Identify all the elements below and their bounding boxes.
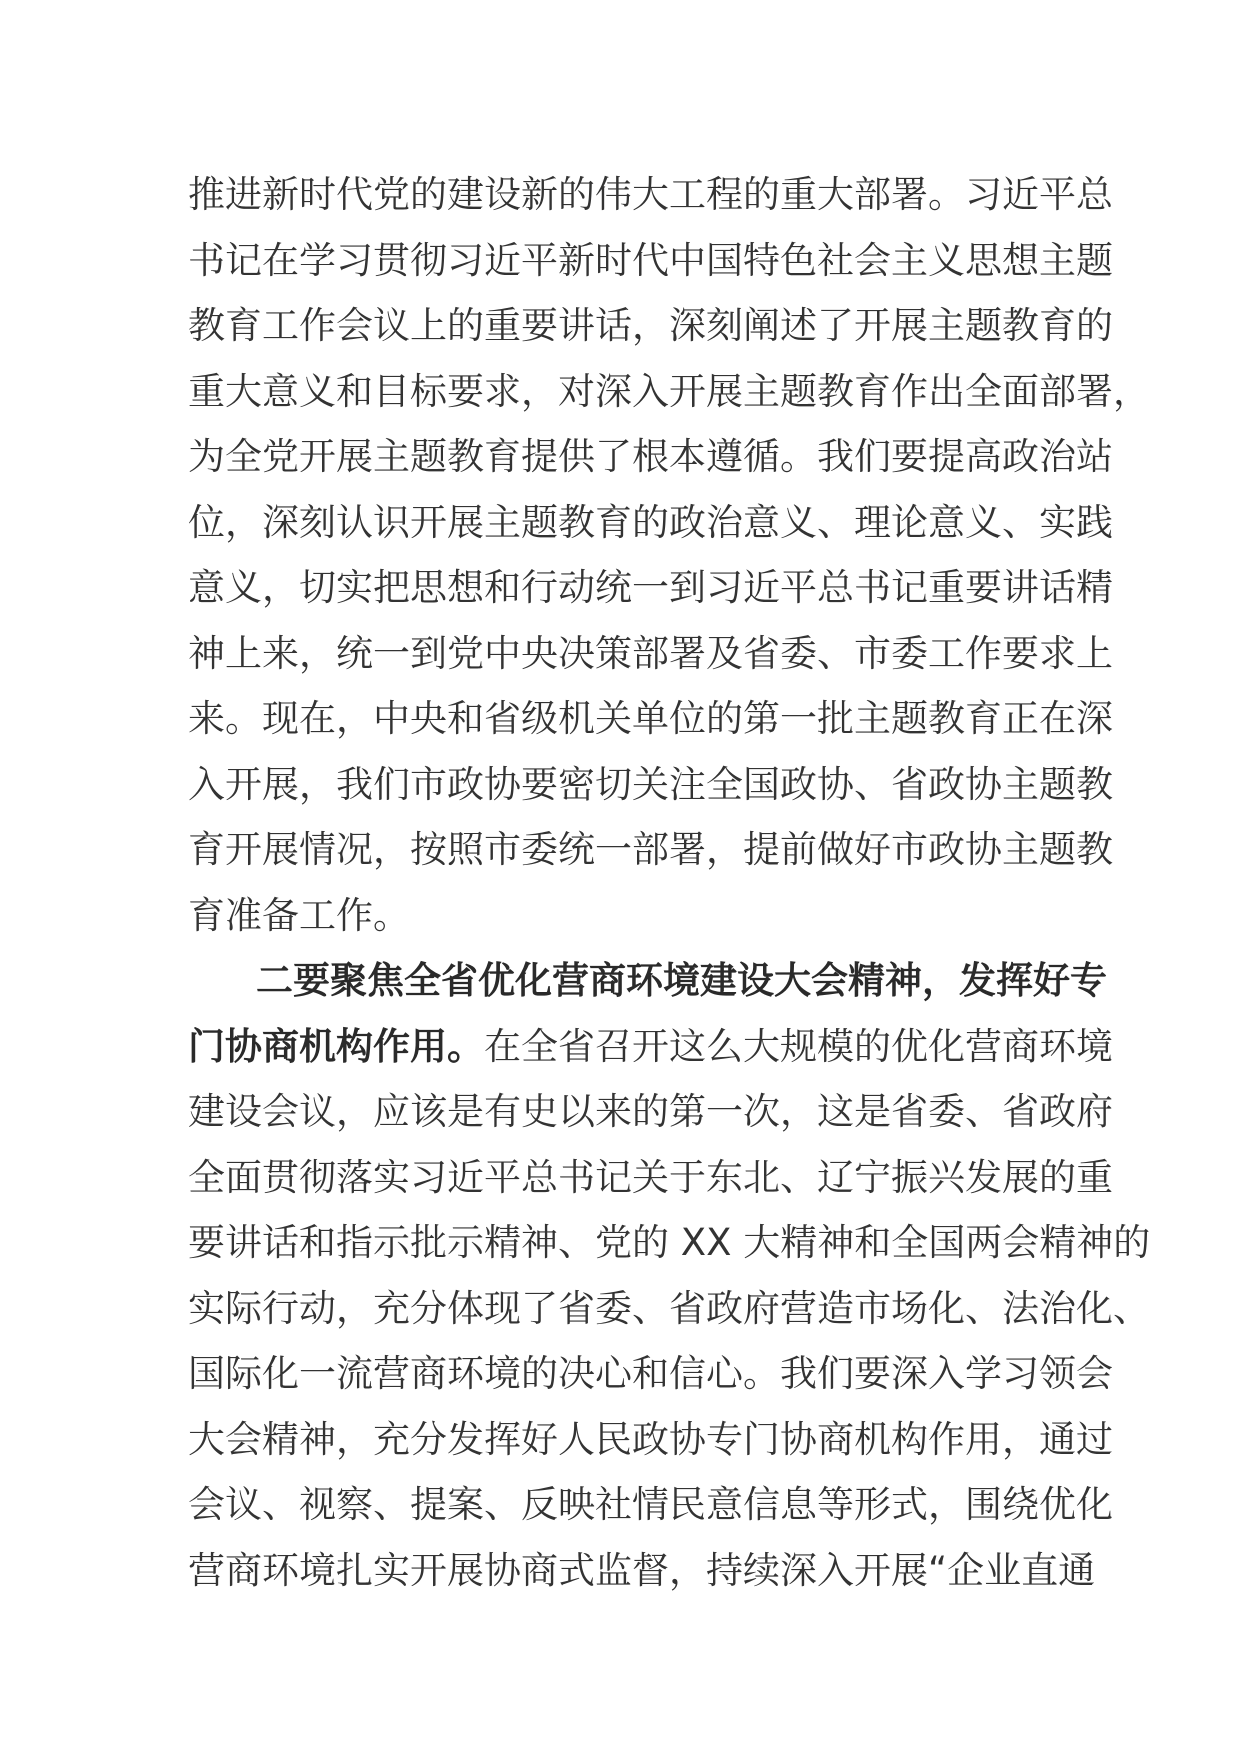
paragraph-line: 意义，切实把思想和行动统一到习近平总书记重要讲话精 <box>188 566 1113 609</box>
paragraph-line: 神上来，统一到党中央决策部署及省委、市委工作要求上 <box>188 631 1113 675</box>
paragraph-1 <box>188 162 1150 948</box>
paragraph-line: 书记在学习贯彻习近平新时代中国特色社会主义思想主题 <box>188 238 1113 282</box>
paragraph-text: 在全省召开这么大规模的优化营商环境 <box>484 1024 1113 1068</box>
paragraph-line: 推进新时代党的建设新的伟大工程的重大部署。习近平总 <box>188 173 1113 216</box>
paragraph-line: 来。现在，中央和省级机关单位的第一批主题教育正在深 <box>188 697 1113 740</box>
section-heading: 二要聚焦全省优化营商环境建设大会精神，发挥好专 <box>256 959 1107 1002</box>
paragraph-line: 重大意义和目标要求，对深入开展主题教育作出全面部署， <box>188 369 1150 413</box>
paragraph-line: 入开展，我们市政协要密切关注全国政协、省政协主题教 <box>188 762 1113 806</box>
paragraph-line: 会议、视察、提案、反映社情民意信息等形式，围绕优化 <box>188 1483 1113 1526</box>
document-body <box>188 162 1151 1603</box>
paragraph-line: 营商环境扎实开展协商式监督，持续深入开展“企业直通 <box>188 1548 1096 1592</box>
paragraph-line: 为全党开展主题教育提供了根本遵循。我们要提高政治站 <box>188 435 1113 478</box>
paragraph-line: 大会精神，充分发挥好人民政协专门协商机构作用，通过 <box>188 1417 1113 1461</box>
section-heading-continued: 门协商机构作用。 <box>188 1024 484 1068</box>
paragraph-line: 育准备工作。 <box>188 893 410 937</box>
paragraph-line: 要讲话和指示批示精神、党的 XX 大精神和全国两会精神的 <box>188 1221 1151 1264</box>
paragraph-line: 全面贯彻落实习近平总书记关于东北、辽宁振兴发展的重 <box>188 1155 1113 1199</box>
paragraph-line: 实际行动，充分体现了省委、省政府营造市场化、法治化、 <box>188 1286 1150 1330</box>
paragraph-line <box>188 1014 1113 1080</box>
paragraph-2 <box>188 948 1151 1603</box>
paragraph-line: 教育工作会议上的重要讲话，深刻阐述了开展主题教育的 <box>188 304 1113 347</box>
paragraph-line: 位，深刻认识开展主题教育的政治意义、理论意义、实践 <box>188 500 1113 544</box>
paragraph-line: 国际化一流营商环境的决心和信心。我们要深入学习领会 <box>188 1352 1113 1395</box>
paragraph-line <box>188 948 1107 1014</box>
paragraph-line: 建设会议，应该是有史以来的第一次，这是省委、省政府 <box>188 1090 1113 1133</box>
paragraph-line: 育开展情况，按照市委统一部署，提前做好市政协主题教 <box>188 828 1113 871</box>
